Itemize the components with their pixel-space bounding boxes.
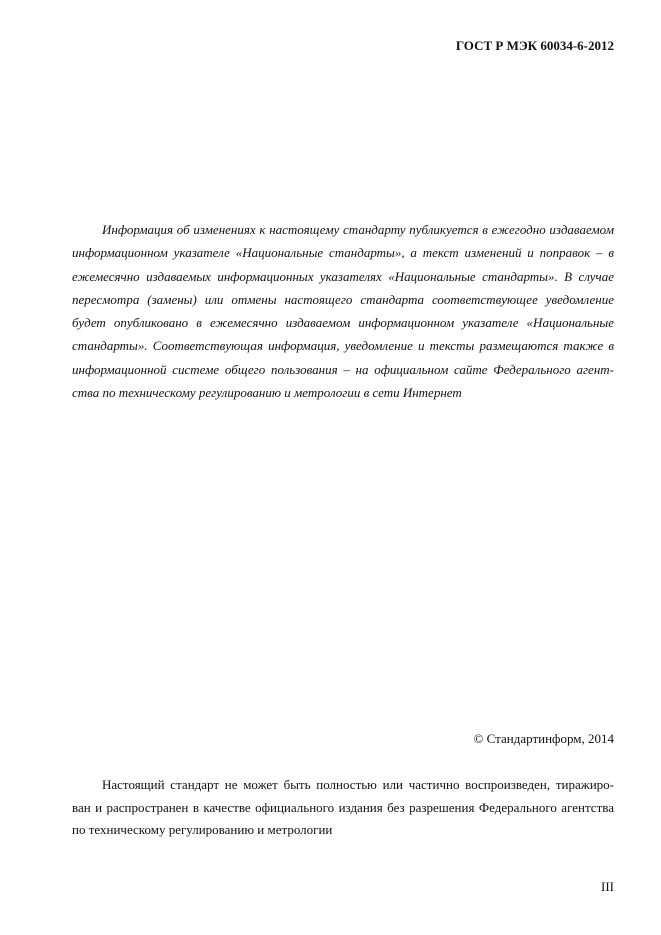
paragraph-line: информационном указателе «Национальные стандарты», а текст изменений и поправок – в <box>72 245 614 261</box>
paragraph-line: ежемесячно издаваемых информационных указателях «Национальные стандарты». В случае <box>72 268 614 284</box>
paragraph-line: Настоящий стандарт не может быть полностью или частично воспроизведен, тиражиро- <box>102 777 614 792</box>
paragraph-line: пересмотра (замены) или отмены настоящего стандарта соответствующее уведомление <box>72 291 614 307</box>
page-number: III <box>601 879 614 894</box>
paragraph-line: ван и распространен в качестве официального издания без разрешения Федерального агентства <box>72 799 614 815</box>
paragraph-line: ства по техническому регулированию и метрологии в сети Интернет <box>72 385 462 401</box>
reproduction-notice <box>72 774 614 842</box>
standard-code-header: ГОСТ Р МЭК 60034-6-2012 <box>455 38 614 53</box>
copyright: © Стандартинформ, 2014 <box>473 731 614 746</box>
paragraph-line: по техническому регулированию и метрологии <box>72 822 333 837</box>
info-paragraph <box>72 218 614 404</box>
paragraph-line: информационной системе общего пользования – на официальном сайте Федерального агент- <box>72 361 614 377</box>
paragraph-line: стандарты». Соответствующая информация, уведомление и тексты размещаются также в <box>72 338 614 354</box>
paragraph-line: Информация об изменениях к настоящему стандарту публикуется в ежегодно издаваемом <box>102 222 614 237</box>
paragraph-line: будет опубликовано в ежемесячно издаваемом информационном указателе «Национальные <box>72 315 614 331</box>
